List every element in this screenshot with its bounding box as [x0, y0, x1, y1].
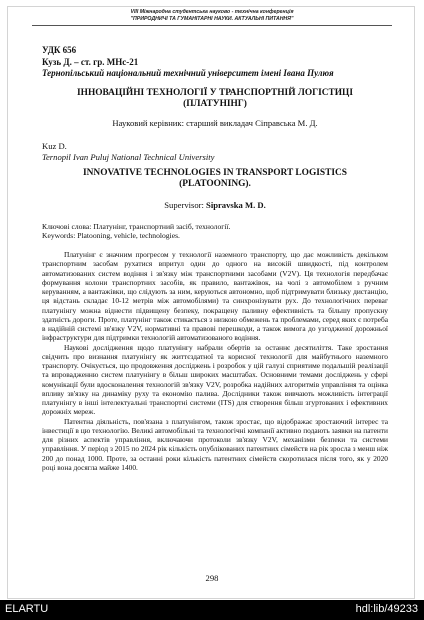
- udc-code: УДК 656: [42, 45, 77, 55]
- title-ua-line2: (ПЛАТУНІНГ): [183, 99, 247, 109]
- conference-header-line1: VIII Міжнародна студентська науково - технічна конференція: [130, 9, 294, 15]
- repository-label: ELARTU: [5, 603, 49, 615]
- university-en: Ternopil Ivan Puluj National Technical University: [42, 152, 215, 162]
- university-ua: Тернопільський національний технічний університет імені Івана Пулюя: [42, 68, 334, 78]
- title-ua-line1: ІННОВАЦІЙНІ ТЕХНОЛОГІЇ У ТРАНСПОРТНІЙ ЛОГІСТИЦІ: [77, 88, 353, 98]
- handle-label: hdl:lib/49233: [355, 603, 418, 615]
- supervisor-en-name: Sipravska M. D.: [206, 200, 266, 210]
- body-paragraph: Платунінг є значним прогресом у технології наземного транспорту, що дає можливість декільком транспортним засобам рухатися впритул один до одного на високій швидкості, під контролем автоматизованих систем водіння і зв'язку між транспортними засобами (V2V). Ця технологія передбачає формування колони транспортних засобів, як правило, вантажівок, на чолі з автомобілем з ручним керуванням, а вантажівки, що слідують за ним, керуються автономно, щоб підтримувати близьку дистанцію, ця відстань складає 10-12 метрів між автомобілями) та синхронізувати рух. До технологічних переваг платунінгу можна віднести підвищену безпеку, покращену паливну ефективність та більшу пропускну здатність дороги. Проте, платунінг також стикається з низкою обмежень та проблемами, серед яких є потреба в надійній системі зв'язку V2V, нормативні та правові перешкоди, а також вимога до узгодженої дорожньої інфраструктури для підтримки технологій автоматизованого водіння.: [42, 250, 388, 343]
- supervisor-en-label: Supervisor:: [164, 200, 204, 210]
- title-en-line2: (PLATOONING).: [179, 179, 251, 189]
- conference-header-line2: "ПРИРОДНИЧІ ТА ГУМАНІТАРНІ НАУКИ. АКТУАЛЬНІ ПИТАННЯ": [130, 16, 294, 22]
- title-ua: [42, 88, 388, 110]
- author-en: Kuz D.: [42, 141, 67, 151]
- footer-bar: [0, 600, 424, 620]
- keywords-ua: Ключові слова: Платунінг, транспортний засіб, технології.: [42, 222, 231, 231]
- author-ua: Кузь Д. – ст. гр. МНс-21: [42, 57, 139, 67]
- supervisor-ua: Науковий керівник: старший викладач Сіправська М. Д.: [112, 118, 318, 128]
- title-en: [42, 168, 388, 190]
- supervisor-en: [42, 200, 388, 211]
- keywords-en: Keywords: Platooning, vehicle, technologies.: [42, 231, 180, 240]
- page-number: 298: [205, 573, 219, 583]
- body-paragraph: Наукові дослідження щодо платунінгу набрали обертів за останнє десятиліття. Таке зростання свідчить про визнання платунінгу як життєздатної та корисної технології для майбутнього наземного транспорту. Очікується, що продовження досліджень і розробок у цій галузі сприятиме подальшій реалізації та впровадженню систем платунінгу в більш широких масштабах. Основними темами досліджень у сфері комунікації були вдосконалення технологій зв'язку V2V, розробка надійних алгоритмів управління та оцінка впливу зв'язку на динаміку руху та економію палива. Дослідники також вивчають можливість інтеграції платунінгу в інші інтелектуальні транспортні системи (ITS) для створення більш згуртованих і ефективних дорожніх мереж.: [42, 342, 388, 417]
- article-body: [42, 250, 388, 472]
- header-divider: [32, 25, 392, 26]
- title-en-line1: INNOVATIVE TECHNOLOGIES IN TRANSPORT LOGISTICS: [83, 168, 347, 178]
- conference-header: [0, 9, 424, 23]
- body-paragraph: Патентна діяльність, пов'язана з платунінгом, також зростає, що відображає зростаючий інтерес та інвестиції в цю технологію. Великі автомобільні та технологічні компанії активно подають заявки на патенти для різних аспектів управління, включаючи протоколи зв'язку V2V, механізми безпеки та системи управління. У період з 2015 по 2024 рік кількість опублікованих патентних сімейств на рік зросла з менш ніж 200 до понад 1000. Проте, за останні роки кількість патентних сімейств скоротилася після того, як у 2020 році вона досягла майже 1400.: [42, 416, 388, 472]
